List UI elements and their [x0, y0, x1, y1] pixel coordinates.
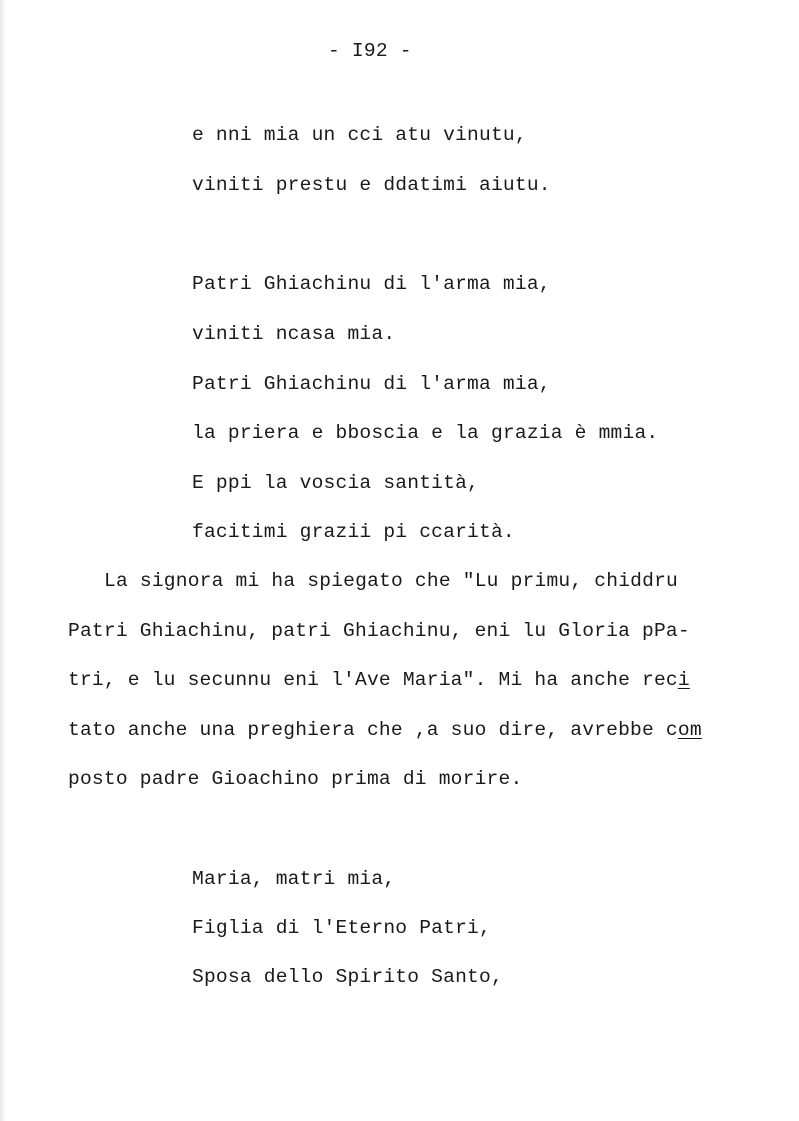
prose-line: posto padre Gioachino prima di morire.: [68, 768, 523, 790]
verse-line: facitimi grazii pi ccarità.: [192, 521, 515, 543]
verse-line: Sposa dello Spirito Santo,: [192, 966, 503, 988]
prose-line-text: tato anche una preghiera che ,a suo dire, avrebbe c: [68, 719, 678, 741]
verse-line: viniti ncasa mia.: [192, 323, 396, 345]
prose-line-text: tri, e lu secunnu eni l'Ave Maria". Mi ha anche rec: [68, 669, 678, 691]
verse-line: Figlia di l'Eterno Patri,: [192, 917, 491, 939]
verse-line: E ppi la voscia santità,: [192, 472, 479, 494]
prose-line: Patri Ghiachinu, patri Ghiachinu, eni lu Gloria pPa-: [68, 620, 690, 642]
verse-line: viniti prestu e ddatimi aiutu.: [192, 174, 551, 196]
underlined-correction: i: [677, 669, 690, 691]
verse-line: e nni mia un cci atu vinutu,: [192, 124, 527, 146]
underlined-correction: om: [677, 719, 702, 741]
prose-line: [68, 668, 690, 692]
page-number: - I92 -: [328, 40, 412, 62]
prose-line: [68, 718, 702, 742]
verse-line: Maria, matri mia,: [192, 868, 396, 890]
page-edge-shadow: [0, 0, 6, 1121]
verse-line: Patri Ghiachinu di l'arma mia,: [192, 273, 551, 295]
prose-line: La signora mi ha spiegato che "Lu primu, chiddru: [104, 570, 678, 592]
verse-line: Patri Ghiachinu di l'arma mia,: [192, 373, 551, 395]
verse-line: la priera e bboscia e la grazia è mmia.: [192, 422, 659, 444]
